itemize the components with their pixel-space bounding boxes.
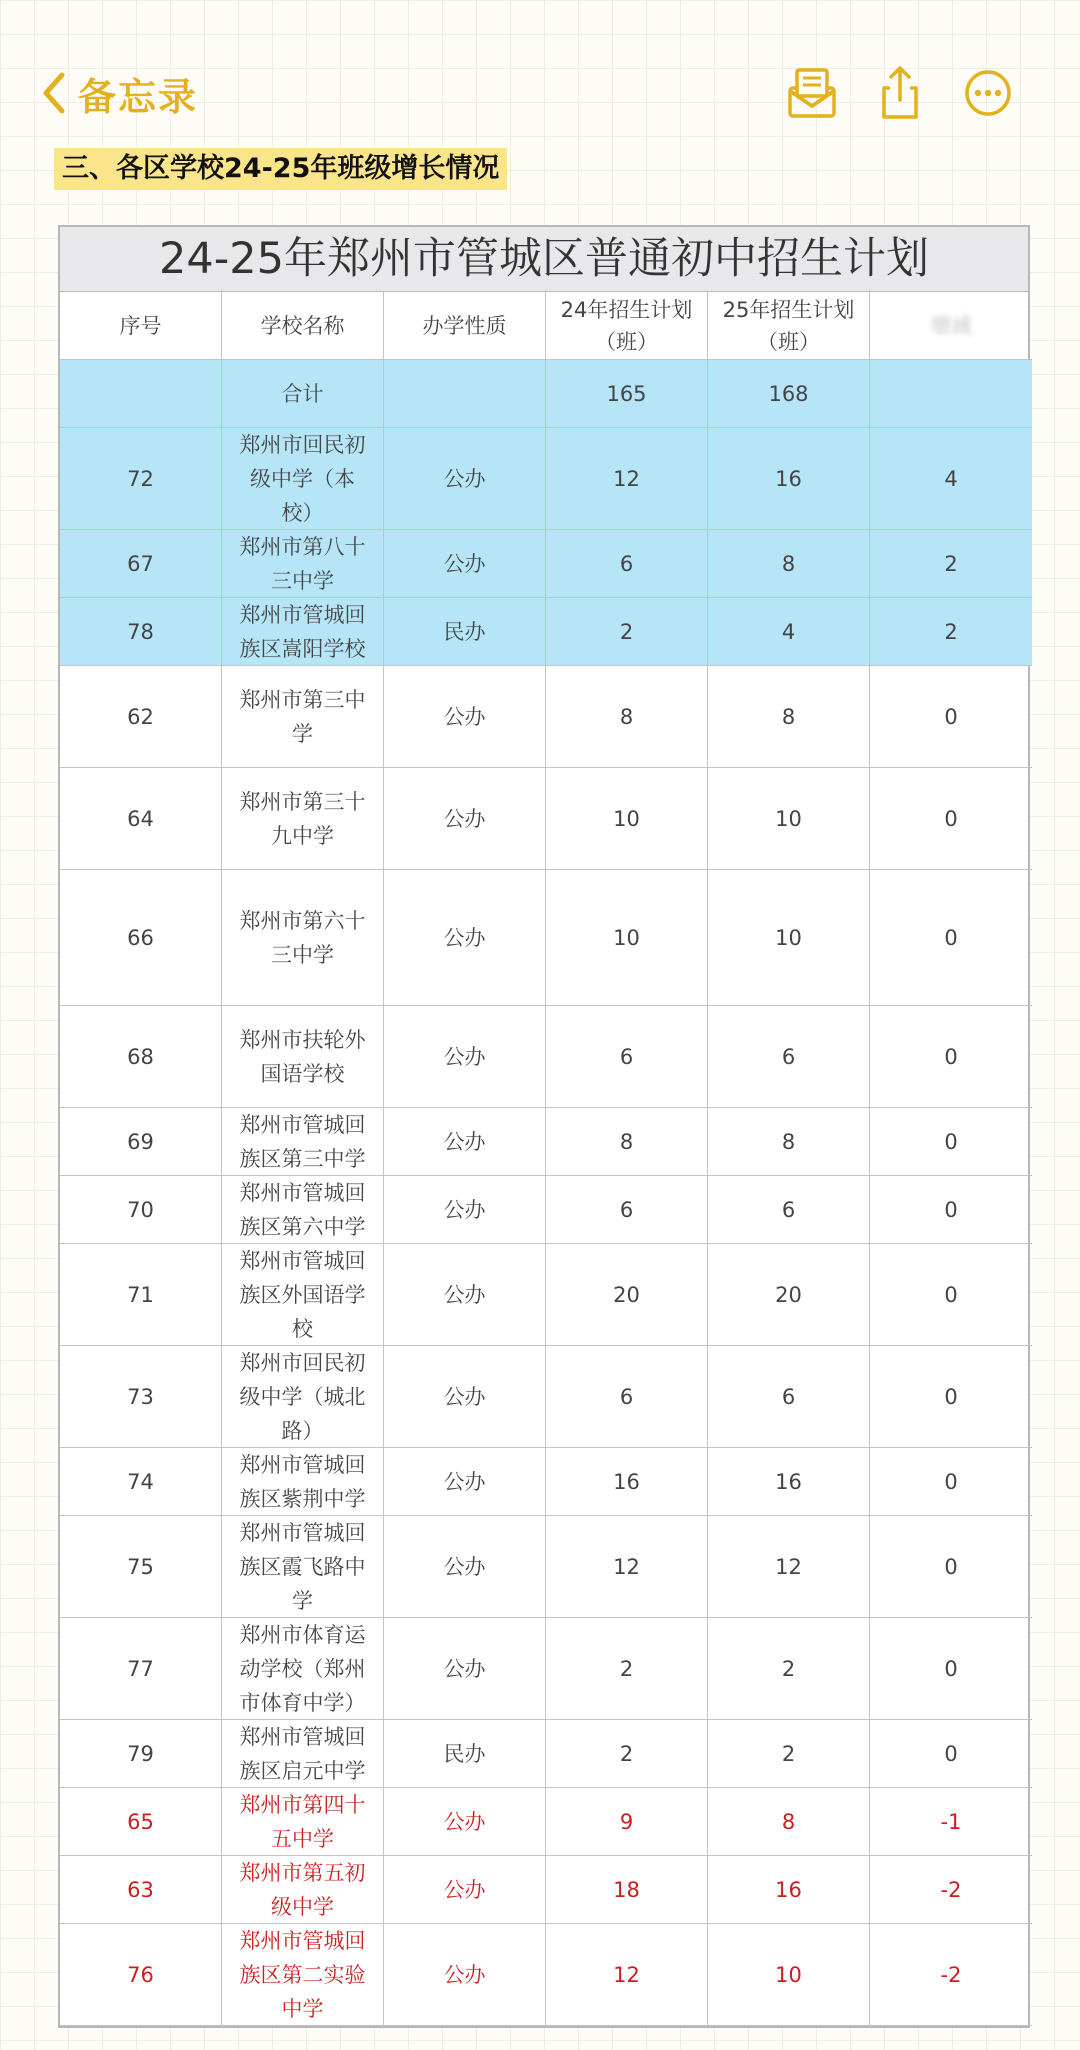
plan-25: 8 (708, 1108, 870, 1176)
plan-24: 6 (546, 530, 708, 598)
row-no: 79 (60, 1720, 222, 1788)
school-type: 公办 (384, 530, 546, 598)
change: 0 (870, 1006, 1032, 1108)
header-no: 序号 (60, 292, 222, 360)
change: 0 (870, 1108, 1032, 1176)
row-no: 68 (60, 1006, 222, 1108)
row-no: 71 (60, 1244, 222, 1346)
header-plan-24: 24年招生计划（班） (546, 292, 708, 360)
school-name: 郑州市回民初级中学（城北路） (222, 1346, 384, 1448)
school-name: 郑州市管城回族区第三中学 (222, 1108, 384, 1176)
header-change: 增减 (870, 292, 1032, 360)
plan-25: 6 (708, 1176, 870, 1244)
total-label: 合计 (222, 360, 384, 428)
school-name: 郑州市第五初级中学 (222, 1856, 384, 1924)
school-name: 郑州市扶轮外国语学校 (222, 1006, 384, 1108)
school-type: 公办 (384, 1346, 546, 1448)
plan-24: 2 (546, 1720, 708, 1788)
total-plan-25: 168 (708, 360, 870, 428)
school-type: 公办 (384, 1856, 546, 1924)
row-no: 67 (60, 530, 222, 598)
row-no: 77 (60, 1618, 222, 1720)
school-name: 郑州市体育运动学校（郑州市体育中学） (222, 1618, 384, 1720)
school-type: 公办 (384, 1006, 546, 1108)
change: 2 (870, 598, 1032, 666)
row-no: 63 (60, 1856, 222, 1924)
change: 2 (870, 530, 1032, 598)
back-chevron-icon (38, 69, 68, 117)
change: 0 (870, 1244, 1032, 1346)
plan-24: 12 (546, 1516, 708, 1618)
section-heading: 三、各区学校24-25年班级增长情况 (54, 148, 507, 190)
row-no: 65 (60, 1788, 222, 1856)
row-no: 62 (60, 666, 222, 768)
school-name: 郑州市管城回族区启元中学 (222, 1720, 384, 1788)
plan-24: 20 (546, 1244, 708, 1346)
school-name: 郑州市回民初级中学（本校） (222, 428, 384, 530)
row-no: 70 (60, 1176, 222, 1244)
plan-25: 2 (708, 1720, 870, 1788)
plan-25: 10 (708, 870, 870, 1006)
total-plan-24: 165 (546, 360, 708, 428)
school-name: 郑州市第四十五中学 (222, 1788, 384, 1856)
plan-24: 16 (546, 1448, 708, 1516)
plan-24: 2 (546, 1618, 708, 1720)
table-title: 24-25年郑州市管城区普通初中招生计划 (60, 227, 1028, 292)
plan-25: 16 (708, 1856, 870, 1924)
change: 4 (870, 428, 1032, 530)
school-type: 公办 (384, 1618, 546, 1720)
back-label: 备忘录 (78, 74, 199, 119)
plan-25: 2 (708, 1618, 870, 1720)
share-icon[interactable] (871, 64, 929, 122)
nav-bar (0, 58, 1080, 128)
total-type (384, 360, 546, 428)
plan-25: 8 (708, 530, 870, 598)
school-type: 公办 (384, 1788, 546, 1856)
header-plan-25: 25年招生计划（班） (708, 292, 870, 360)
school-type: 公办 (384, 666, 546, 768)
header-type: 办学性质 (384, 292, 546, 360)
row-no: 66 (60, 870, 222, 1006)
school-type: 公办 (384, 1924, 546, 2026)
change: -2 (870, 1924, 1032, 2026)
change: 0 (870, 870, 1032, 1006)
envelope-icon[interactable] (783, 64, 841, 122)
school-name: 郑州市管城回族区第六中学 (222, 1176, 384, 1244)
plan-25: 6 (708, 1346, 870, 1448)
change: -1 (870, 1788, 1032, 1856)
total-no (60, 360, 222, 428)
plan-24: 8 (546, 1108, 708, 1176)
back-button[interactable] (38, 66, 198, 120)
table-grid (60, 292, 1028, 2026)
change: 0 (870, 1720, 1032, 1788)
school-type: 公办 (384, 1176, 546, 1244)
change: 0 (870, 1176, 1032, 1244)
enrollment-table (58, 225, 1030, 2028)
plan-25: 10 (708, 1924, 870, 2026)
plan-25: 20 (708, 1244, 870, 1346)
school-type: 民办 (384, 1720, 546, 1788)
school-name: 郑州市管城回族区外国语学校 (222, 1244, 384, 1346)
row-no: 72 (60, 428, 222, 530)
school-type: 公办 (384, 1244, 546, 1346)
plan-25: 12 (708, 1516, 870, 1618)
plan-24: 8 (546, 666, 708, 768)
plan-24: 9 (546, 1788, 708, 1856)
row-no: 76 (60, 1924, 222, 2026)
school-type: 公办 (384, 428, 546, 530)
school-name: 郑州市第三中学 (222, 666, 384, 768)
school-type: 公办 (384, 1516, 546, 1618)
plan-24: 10 (546, 768, 708, 870)
change: 0 (870, 1516, 1032, 1618)
school-name: 郑州市第六十三中学 (222, 870, 384, 1006)
row-no: 74 (60, 1448, 222, 1516)
school-name: 郑州市管城回族区嵩阳学校 (222, 598, 384, 666)
change: 0 (870, 768, 1032, 870)
school-name: 郑州市管城回族区霞飞路中学 (222, 1516, 384, 1618)
plan-24: 2 (546, 598, 708, 666)
plan-24: 12 (546, 1924, 708, 2026)
plan-25: 4 (708, 598, 870, 666)
plan-24: 6 (546, 1006, 708, 1108)
change: 0 (870, 1346, 1032, 1448)
school-type: 民办 (384, 598, 546, 666)
school-type: 公办 (384, 1448, 546, 1516)
school-name: 郑州市第八十三中学 (222, 530, 384, 598)
change: 0 (870, 666, 1032, 768)
plan-25: 16 (708, 428, 870, 530)
school-type: 公办 (384, 870, 546, 1006)
plan-24: 6 (546, 1176, 708, 1244)
row-no: 69 (60, 1108, 222, 1176)
plan-25: 8 (708, 666, 870, 768)
plan-24: 12 (546, 428, 708, 530)
school-type: 公办 (384, 1108, 546, 1176)
plan-24: 18 (546, 1856, 708, 1924)
change: 0 (870, 1618, 1032, 1720)
row-no: 73 (60, 1346, 222, 1448)
plan-25: 16 (708, 1448, 870, 1516)
plan-24: 6 (546, 1346, 708, 1448)
change: 0 (870, 1448, 1032, 1516)
header-school: 学校名称 (222, 292, 384, 360)
change: -2 (870, 1856, 1032, 1924)
school-name: 郑州市第三十九中学 (222, 768, 384, 870)
more-icon[interactable] (959, 64, 1017, 122)
school-type: 公办 (384, 768, 546, 870)
row-no: 78 (60, 598, 222, 666)
plan-24: 10 (546, 870, 708, 1006)
school-name: 郑州市管城回族区第二实验中学 (222, 1924, 384, 2026)
total-change (870, 360, 1032, 428)
row-no: 64 (60, 768, 222, 870)
plan-25: 8 (708, 1788, 870, 1856)
plan-25: 10 (708, 768, 870, 870)
school-name: 郑州市管城回族区紫荆中学 (222, 1448, 384, 1516)
plan-25: 6 (708, 1006, 870, 1108)
row-no: 75 (60, 1516, 222, 1618)
